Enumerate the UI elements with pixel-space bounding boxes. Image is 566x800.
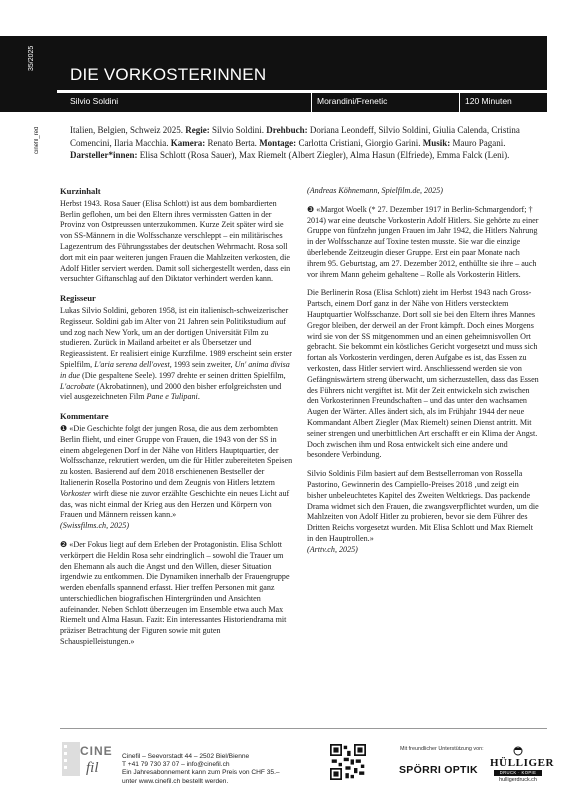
credits-countries: Italien, Belgien, Schweiz 2025.: [70, 125, 183, 135]
comment-italic: Vorkoster: [60, 488, 92, 498]
comment-2-source: [307, 186, 540, 197]
regisseur-text-part: , 1993 sein zweiter,: [169, 359, 233, 369]
comment-number: ❶: [60, 423, 68, 433]
issue-number: 35/2025: [28, 45, 35, 71]
info-separator: [311, 93, 312, 112]
credits-label: Musik:: [422, 137, 451, 148]
credits-label: Drehbuch:: [266, 125, 308, 135]
address-line: T +41 79 730 37 07 – info@cinefil.ch: [122, 761, 230, 769]
regisseur-text-part: Lukas Silvio Soldini, geboren 1958, ist ein italienisch-schweizerischer Regisseur. Soldini gab im Alter von 21 Jahren sein Politikstudium auf und zog nach New York, um an der dortigen Universität Film zu studieren. Zurück in Mailand arbeitet er als Übersetzer und Regieassistent. Er realisiert einige Kurzfilme. 1989 erscheint sein erster Spielfilm,: [60, 305, 292, 369]
film-title: L'acrobate: [60, 381, 95, 391]
address-line: unter www.cinefil.ch bestellt werden.: [122, 777, 229, 785]
cinefil-logo: [60, 740, 118, 778]
comment-text: «Der Fokus liegt auf dem Erleben der Protagonistin. Elisa Schlott verkörpert die Heldin Rosa sehr eindringlich – sowohl die Trauer um den Ehemann als auch die Angst und den Willen, dieser Situation irgendwie zu entkommen. Die Dynamiken innerhalb der Frauengruppe werden ebenfalls spannend erfasst. Hier treffen Personen mit ganz unterschiedlichen biografischen Hintergründen und Ansichten aufeinander. Neben Schlott überzeugen im Ensemble etwa auch Max Riemelt und Alma Hasun. Fazit: Ein interessantes Historiendrama mit präziser Betrachtung der Figuren sowie mit guten Schauspielleistungen.»: [60, 539, 290, 647]
regisseur-text-part: .: [197, 392, 200, 402]
logo-script: fil: [86, 760, 99, 776]
address-line: Ein Jahresabonnement kann zum Preis von CHF 35.–: [122, 769, 280, 777]
credits-value: Silvio Soldini.: [211, 125, 264, 135]
comment-number: ❸: [307, 204, 315, 214]
credits-label: Regie:: [185, 125, 210, 135]
credits-value: Carlotta Cristiani, Giorgio Garini.: [298, 137, 421, 148]
support-label: Mit freundlicher Unterstützung von:: [400, 746, 484, 752]
story-paragraph-1: Die Berlinerin Rosa (Elisa Schlott) zieht im Herbst 1943 nach Gross-Partsch, einem Dorf ganz in der Nähe von Hitlers verstecktem Hauptquartier Wolfsschanze. Dort soll sie bei den Eltern ihres Mannes Gregor bleiben, der derweil an der Front kämpft. Doch eines Morgens wird sie von der SS mitgenommen und an einen geheimnisvollen Ort gebracht. Sie bekommt ein köstliches Gericht vorgesetzt und muss sich fortan als Vorkosterin verdingen, deren Aufgabe es ist, das Essen zu verkosten, dass Hitler serviert wird. Anschliessend werden sie von Gefängniswärtern streng überwacht, um sicherzustellen, dass das Essen des Führers nicht vergiftet ist. Mit der Zeit entwickeln sich zwischen den Vorkosterinnen Freundschaften – und das unter den wachsamen Augen der Wärter. Alles ändert sich, als im Frühjahr 1944 der neue Kommandant Albert Ziegler (Max Riemelt) seinen Dienst antritt. Mit seiner strengen und unerbittlichen Art erschafft er ein Klima der Angst. Doch zwischen ihm und Rosa entwickelt sich eine andere und besondere Verbindung.: [307, 288, 539, 460]
film-title: Pane e Tulipani: [146, 392, 198, 402]
credits-value: Elisa Schlott (Rosa Sauer), Max Riemelt (Albert Ziegler), Alma Hasun (Elfriede), Emma Falck (Leni).: [139, 150, 510, 161]
section-heading-kurzinhalt: Kurzinhalt: [60, 186, 101, 196]
comment-text: «Margot Woelk (* 27. Dezember 1917 in Berlin-Schmargendorf; † 2014) war eine deutsche Vorkosterin Adolf Hitlers. Sie gehörte zu einer Gruppe von fünfzehn jungen Frauen im Jahr 1942, die Hitlers Nahrung in der Wolfsschanze auf Toxine testen musste. Sie war die einzige überlebende Zeitzeugin dieser Gruppe. Erst ein paar Monate nach ihrem 95. Geburtstag, am 27. Dezember 2012, enthüllte sie ihre – auch vor ihrem Mann geheim gehaltene – Rolle als Vorkosterin Hitlers.: [307, 204, 539, 279]
sponsor-huelliger: [490, 745, 555, 783]
comment-number: ❷: [60, 539, 68, 549]
regisseur-text: [60, 306, 293, 403]
film-title: L'aria serena dell'ovest: [94, 359, 170, 369]
page-title: DIE VORKOSTERINNEN: [70, 65, 267, 84]
info-separator: [459, 93, 460, 112]
footer-address: [122, 753, 280, 786]
credits-value: Renato Berta.: [207, 137, 257, 148]
kurzinhalt-text: Herbst 1943. Rosa Sauer (Elisa Schlott) ist aus dem bombardierten Berlin geflohen, um bei den Eltern ihres vermissten Gatten in der Provinz von Ostpreussen unterzukommen. Kurze Zeit später wird sie von SS-Männern in die Wolfsschanze verschleppt – ein militärisches Lagezentrum des Führungsstabes der deutschen Wehrmacht. Rosa soll dort mit ein paar weiteren jungen Frauen die Mahlzeiten verkosten, die Adolf Hitler serviert werden. Damit soll sichergestellt werden, dass ein versuchter Giftanschlag auf den Diktator verhindert werden kann.: [60, 198, 291, 284]
right-column: [307, 186, 540, 564]
film-title: Un' anima divisa in due: [60, 359, 290, 380]
comment-text: «Die Geschichte folgt der jungen Rosa, die aus dem zerbombten Berlin flieht, und einer Gruppe von Frauen, die 1943 von der SS in einem abgelegenen Dorf in der Nähe von Hitlers Hauptquartier, der Wolfsschanze, rekrutiert werden, um die für Hitler zubereiteten Speisen zu kosten. Basierend auf dem 2018 erschienenen Bestseller der Italienerin Rosella Postorino und dem Zeugnis von Hitlers letztem: [60, 423, 293, 487]
section-heading-regisseur: Regisseur: [60, 293, 96, 304]
left-column: [60, 186, 293, 656]
story-source: (Arttv.ch, 2025): [307, 544, 358, 554]
regisseur-text-part: (Akrobatinnen), und 2000 den bisher erfolgreichsten und viel ausgezeichneten Film: [60, 381, 282, 402]
comment-2: [60, 540, 293, 648]
section-heading-kommentare: Kommentare: [60, 411, 109, 422]
qr-code-icon[interactable]: [330, 744, 366, 780]
site-vertical-label: cinefil_red: [34, 126, 40, 154]
credits-value: Doriana Leondeff, Silvio Soldini, Giulia Calenda, Cristina Comencini, Ilaria Macchia.: [70, 125, 520, 148]
regisseur-text-part: (Die gespaltene Seele). 1997 drehte er seinen dritten Spielfilm,: [82, 370, 286, 380]
comment-source: (Andreas Köhnemann, Spielfilm.de, 2025): [307, 186, 443, 195]
printer-mascot-icon: [490, 745, 546, 757]
duration: 120 Minuten: [465, 96, 512, 106]
info-bar: [57, 93, 547, 112]
credits-block: [70, 124, 545, 162]
comment-source: (Swissfilms.ch, 2025): [60, 521, 130, 531]
sponsor-url[interactable]: hulligerdruck.ch: [499, 777, 537, 783]
distributor: Morandini/Frenetic: [317, 96, 388, 106]
comment-1: [60, 424, 293, 532]
footer-divider: [60, 728, 547, 729]
comment-3: [307, 205, 540, 281]
credits-label: Darsteller*innen:: [70, 150, 138, 161]
credits-label: Montage:: [259, 137, 297, 148]
logo-text: CINE: [80, 744, 113, 758]
sponsor-name: HÜLLIGER: [490, 757, 555, 769]
sponsor-tagline: DRUCK · KOPIE: [494, 770, 542, 776]
address-line: Cinefil – Seevorstadt 44 – 2502 Biel/Bienne: [122, 753, 250, 760]
story-text: Silvio Soldinis Film basiert auf dem Bestsellerroman von Rossella Pastorino, Gewinnerin des Campiello-Preises 2018 ‚und zeigt ein bisher unbeleuchtetes Kapitel des Zweiten Weltkriegs. Das packende Drama widmet sich den Frauen, die zwangsverpflichtet wurden, um die Mahlzeiten von Adolf Hitler zu probieren, bevor sie dem Führer des Dritten Reichs vorgesetzt wurden. Mit Elisa Schlott und Max Riemelt in den Hauptrollen.»: [307, 469, 539, 543]
director-name: Silvio Soldini: [70, 96, 119, 106]
sponsor-spoerri-optik: SPÖRRI OPTIK: [399, 764, 478, 776]
story-paragraph-2: [307, 469, 540, 555]
credits-value: Mauro Pagani.: [452, 137, 506, 148]
comment-text: wirft diese nie zuvor erzählte Geschichte ein neues Licht auf das, was nicht einmal der Krieg aus den Herzen und Körpern von Frauen und Männern reissen kann.»: [60, 488, 290, 520]
credits-label: Kamera:: [170, 137, 206, 148]
